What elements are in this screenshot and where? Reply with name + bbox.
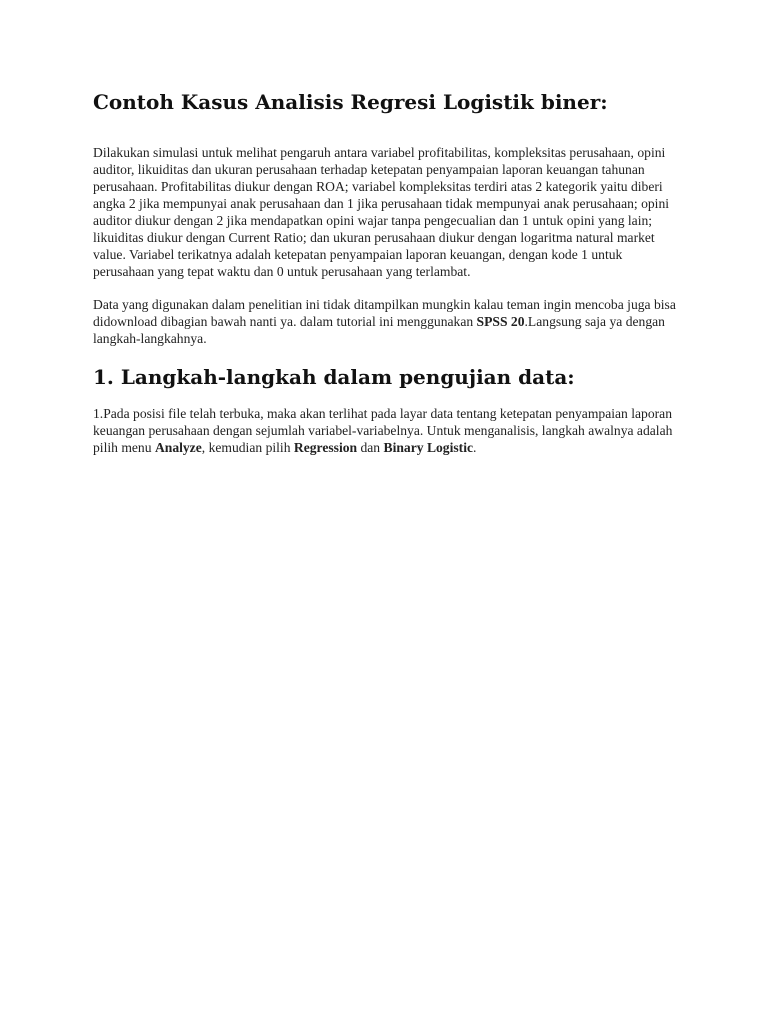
binary-logistic-label: Binary Logistic bbox=[383, 440, 474, 455]
intro-paragraph: Dilakukan simulasi untuk melihat pengaruh antara variabel profitabilitas, kompleksitas perusahaan, opini auditor, likuiditas dan ukuran perusahaan terhadap ketepatan penyampaian laporan keuangan tahunan perusahaan. Profitabilitas diukur dengan ROA; variabel kompleksitas terdiri atas 2 kategorik yaitu diberi angka 2 jika mempunyai anak perusahaan dan 1 jika perusahaan tidak mempunyai anak perusahaan; opini auditor diukur dengan 2 jika mendapatkan opini wajar tanpa pengecualian dan 1 untuk opini yang lain; likuiditas diukur dengan Current Ratio; dan ukuran perusahaan diukur dengan logaritma natural market value. Variabel terikatnya adalah ketepatan penyampaian laporan keuangan, dengan kode 1 untuk perusahaan yang tepat waktu dan 0 untuk perusahaan yang terlambat. bbox=[93, 145, 670, 279]
data-paragraph-text: Data yang digunakan dalam penelitian ini tidak ditampilkan mungkin kalau teman ingin mencoba juga bisa didownload dibagian bawah nanti ya. dalam tutorial ini menggunakan bbox=[93, 297, 676, 329]
spss-version: SPSS 20 bbox=[476, 314, 525, 329]
analyze-menu-label: Analyze bbox=[154, 440, 202, 455]
regression-menu-label: Regression bbox=[293, 440, 358, 455]
step1-text-2: , kemudian pilih bbox=[201, 440, 294, 455]
data-paragraph-tail: .Langsung saja ya dengan langkah-langkahnya. bbox=[93, 314, 665, 346]
step1-paragraph bbox=[93, 405, 683, 456]
step1-text-4: . bbox=[473, 440, 477, 455]
section-heading: 1. Langkah-langkah dalam pengujian data: bbox=[93, 365, 575, 389]
data-paragraph bbox=[93, 296, 683, 347]
document-page bbox=[93, 88, 683, 472]
document-title: Contoh Kasus Analisis Regresi Logistik biner: bbox=[93, 90, 608, 114]
step1-text: 1.Pada posisi file telah terbuka, maka akan terlihat pada layar data tentang ketepatan penyampaian laporan keuangan perusahaan dengan sejumlah variabel-variabelnya. Untuk menganalisis, langkah awalnya adalah pilih menu bbox=[93, 406, 673, 455]
step1-text-3: dan bbox=[357, 440, 384, 455]
